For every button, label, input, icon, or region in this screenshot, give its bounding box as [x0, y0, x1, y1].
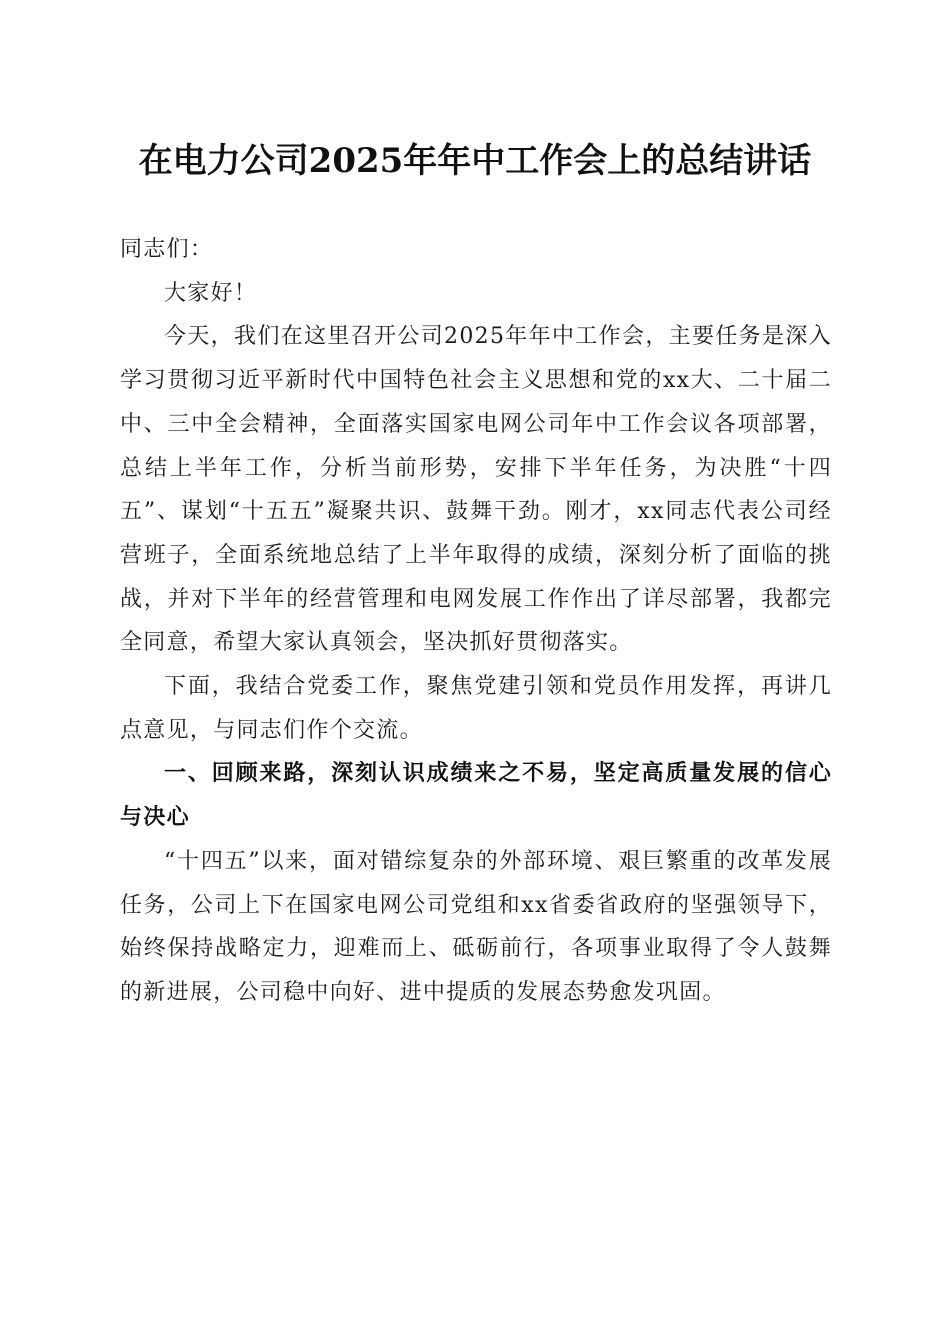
document-body [120, 228, 832, 1015]
paragraph-review: “十四五”以来，面对错综复杂的外部环境、艰巨繁重的改革发展任务，公司上下在国家电网公司党组和xx省委省政府的坚强领导下，始终保持战略定力，迎难而上、砥砺前行，各项事业取得了令人鼓舞的新进展，公司稳中向好、进中提质的发展态势愈发巩固。 [120, 848, 832, 1005]
greeting: 大家好！ [164, 280, 258, 306]
paragraph-transition: 下面，我结合党委工作，聚焦党建引领和党员作用发挥，再讲几点意见，与同志们作个交流。 [120, 674, 832, 743]
salutation: 同志们： [120, 237, 214, 262]
paragraph-intro: 今天，我们在这里召开公司2025年年中工作会，主要任务是深入学习贯彻习近平新时代中国特色社会主义思想和党的xx大、二十届二中、三中全会精神，全面落实国家电网公司年中工作会议各项部署，总结上半年工作，分析当前形势，安排下半年任务，为决胜“十四五”、谋划“十五五”凝聚共识、鼓舞干劲。刚才，xx同志代表公司经营班子，全面系统地总结了上半年取得的成绩，深刻分析了面临的挑战，并对下半年的经营管理和电网发展工作作出了详尽部署，我都完全同意，希望大家认真领会，坚决抓好贯彻落实。 [120, 324, 832, 656]
section-heading-1: 一、回顾来路，深刻认识成绩来之不易，坚定高质量发展的信心与决心 [120, 761, 832, 831]
document-title: 在电力公司2025年年中工作会上的总结讲话 [138, 141, 812, 181]
